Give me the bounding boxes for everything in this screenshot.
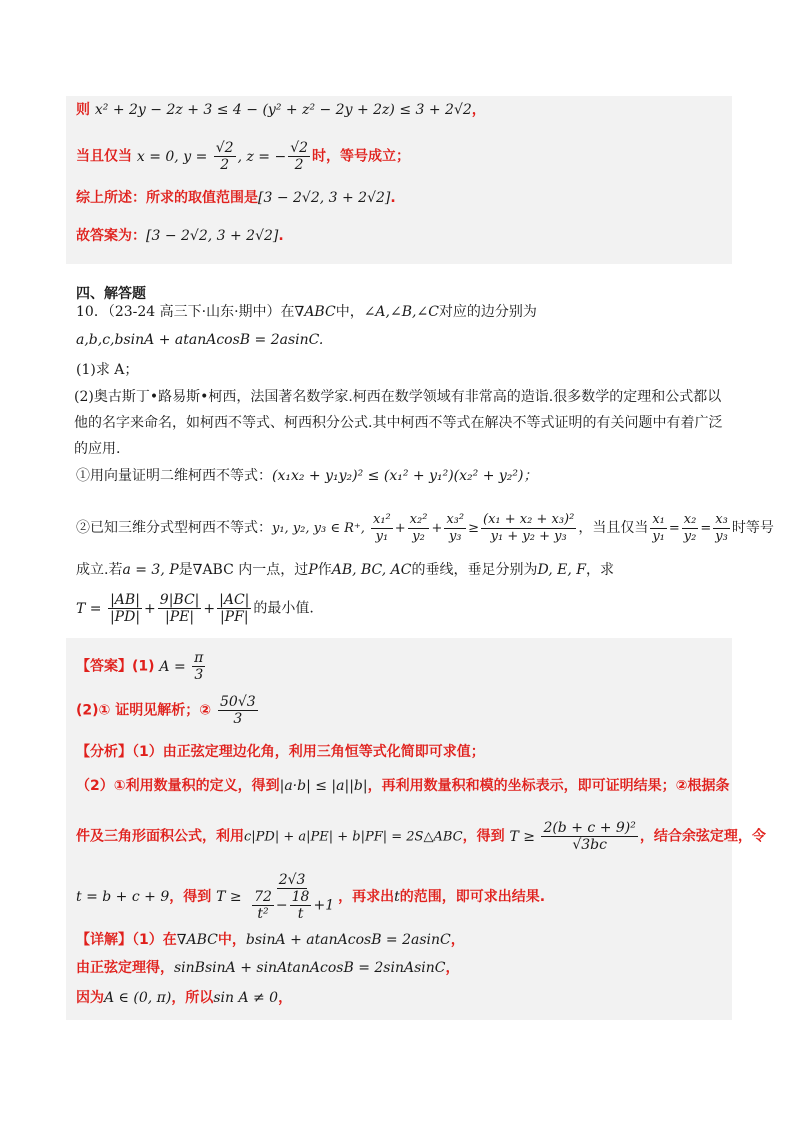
part-2-text: (2)奥古斯丁•路易斯•柯西，法国著名数学家.柯西在数学领域有非常高的造诣.很多数学的定理和公式都以他的名字来命名，如柯西不等式、柯西积分公式.其中柯西不等式在解决不等式证明的有关问题中有着广泛的应用.: [74, 389, 723, 457]
formula: [3 − 2√2, 3 + 2√2]: [258, 190, 391, 206]
solution-line-1: 则 x² + 2y − 2z + 3 ≤ 4 − (y² + z² − 2y + 2z) ≤ 3 + 2√2，: [76, 102, 486, 118]
answer-line-2: (2)① 证明见解析；② $\frac{50√3}{3}$: [76, 694, 256, 727]
solution-line-2: 当且仅当 x = 0, y = $\frac{√2}{2}$ , z = − $\frac{√2}{2}$ 时，等号成立；: [76, 140, 411, 173]
analysis-line-3: 件及三角形面积公式，利用c|PD| + a|PE| + b|PF| = 2S△ABC，得到 T ≥ $\frac{\text{2(b + c + 9)²}}{√3bc}$ ，结合余弦定理，令: [76, 820, 766, 853]
formula: x = 0, y = $\frac{√2}{2}$ , z = − $\frac{√2}{2}$: [136, 140, 309, 173]
sub-question-2: ②已知三维分式型柯西不等式：y₁, y₂, y₃ ∈ R⁺, $\frac{\text{x₁²}}{\text{y₁}}$ + $\frac{\text{x₂²}}{\text{y₂}}$ + $\frac{\text{x₃²}}{\text{y₃}}$ ≥ $\frac{\text{(x₁ + x₂ + x₃)²}}{\text{y₁ + y₂ + y₃}}$ ，当且仅当 $\frac{\text{x₁}}{\text{y₁}}$ = $\frac{\text{x₂}}{\text{y₂}}$ = $\frac{\text{x₃}}{\text{y₃}}$ 时等号: [76, 512, 774, 544]
analysis-line-2: （2）①利用数量积的定义，得到|a·b| ≤ |a||b|，再利用数量积和模的坐标表示，即可证明结果；②根据条: [76, 778, 730, 794]
detail-line-1: 【详解】（1）在∇ABC中，bsinA + atanAcosB = 2asinC，: [76, 932, 465, 948]
section-heading: 四、解答题: [76, 286, 146, 302]
sub-question-2-line-3: T = $\frac{|AB|}{|PD|}$ + $\frac{9|BC|}{|PE|}$ + $\frac{|AC|}{|PF|}$ 的最小值.: [76, 592, 314, 625]
solution-line-3: 综上所述：所求的取值范围是[3 − 2√2, 3 + 2√2].: [76, 190, 396, 206]
part-1: (1)求 A；: [76, 362, 139, 378]
detail-line-2: 由正弦定理得，sinBsinA + sinAtanAcosB = 2sinAsinC，: [76, 960, 460, 976]
sub-question-2-line-2: 成立.若a = 3, P是∇ABC 内一点，过P作AB, BC, AC的垂线，垂足分别为D, E, F，求: [76, 562, 614, 578]
sub-question-1: ①用向量证明二维柯西不等式：(x₁x₂ + y₁y₂)² ≤ (x₁² + y₁²)(x₂² + y₂²)；: [76, 468, 538, 484]
formula: x² + 2y − 2z + 3 ≤ 4 − (y² + z² − 2y + 2z) ≤ 3 + 2√2: [94, 102, 472, 118]
question-line-1: 10．（23-24 高三下·山东·期中）在∇ABC中，∠A,∠B,∠C对应的边分别为: [76, 304, 537, 320]
analysis-line-1: 【分析】（1）由正弦定理边化角，利用三角恒等式化简即可求值；: [76, 744, 485, 760]
analysis-line-4: t = b + c + 9，得到 T ≥ 2√3 $\frac{72}{\text{t²}}$ − $\frac{18}{t}$ +1 ，再求出t的范围，即可求出结果.: [76, 872, 546, 922]
detail-line-3: 因为A ∈ (0, π)，所以sin A ≠ 0，: [76, 990, 293, 1006]
solution-line-4: 故答案为：[3 − 2√2, 3 + 2√2].: [76, 228, 284, 244]
formula: [3 − 2√2, 3 + 2√2]: [146, 228, 279, 244]
question-line-2: a,b,c,bsinA + atanAcosB = 2asinC.: [76, 332, 324, 348]
answer-line-1: 【答案】(1) A = $\frac{\pi}{3}$: [76, 650, 204, 683]
